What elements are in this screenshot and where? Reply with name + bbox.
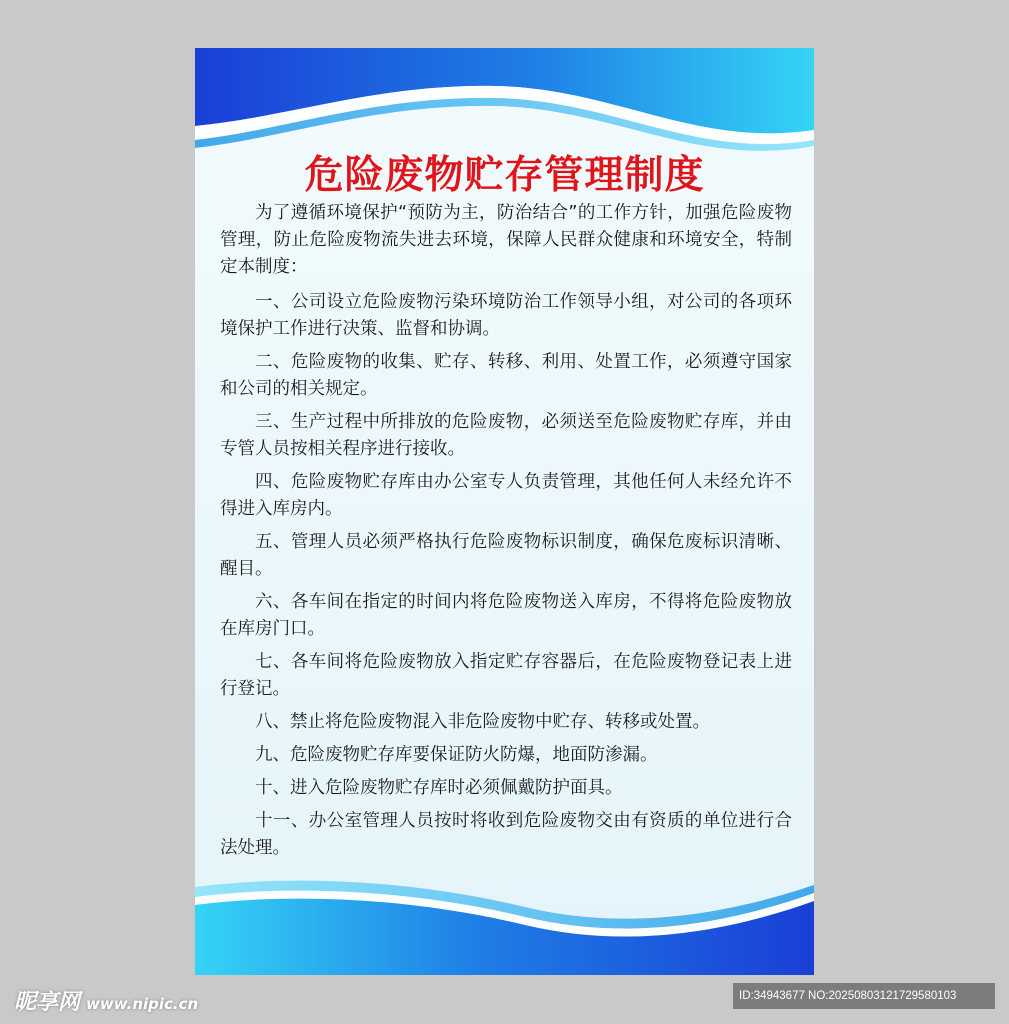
image-id-label: ID:34943677 NO:20250803121729580103 — [733, 983, 995, 1009]
watermark-brand: 昵享网 — [14, 990, 81, 1015]
regulation-body — [220, 200, 792, 868]
rule-5: 五、管理人员必须严格执行危险废物标识制度，确保危废标识清晰、醒目。 — [220, 532, 792, 579]
rule-2: 二、危险废物的收集、贮存、转移、利用、处置工作，必须遵守国家和公司的相关规定。 — [220, 352, 792, 399]
rule-11: 十一、办公室管理人员按时将收到危险废物交由有资质的单位进行合法处理。 — [220, 811, 792, 858]
rule-9: 九、危险废物贮存库要保证防火防爆，地面防渗漏。 — [255, 745, 658, 765]
site-watermark — [14, 985, 198, 1016]
poster-board — [195, 48, 814, 975]
rule-3: 三、生产过程中所排放的危险废物，必须送至危险废物贮存库，并由专管人员按相关程序进行接收。 — [220, 412, 792, 459]
bottom-wave-decoration — [195, 875, 814, 975]
rule-4: 四、危险废物贮存库由办公室专人负责管理，其他任何人未经允许不得进入库房内。 — [220, 472, 792, 519]
rule-7: 七、各车间将危险废物放入指定贮存容器后，在危险废物登记表上进行登记。 — [220, 652, 792, 699]
rule-6: 六、各车间在指定的时间内将危险废物送入库房，不得将危险废物放在库房门口。 — [220, 592, 792, 639]
poster-title: 危险废物贮存管理制度 — [304, 153, 705, 198]
intro-paragraph: 为了遵循环境保护“预防为主，防治结合”的工作方针，加强危险废物管理，防止危险废物流失进去环境，保障人民群众健康和环境安全，特制定本制度： — [220, 203, 792, 277]
rule-1: 一、公司设立危险废物污染环境防治工作领导小组，对公司的各项环境保护工作进行决策、监督和协调。 — [220, 292, 792, 339]
rule-10: 十、进入危险废物贮存库时必须佩戴防护面具。 — [255, 778, 623, 798]
watermark-url: www.nipic.cn — [86, 995, 199, 1013]
rule-8: 八、禁止将危险废物混入非危险废物中贮存、转移或处置。 — [255, 712, 710, 732]
